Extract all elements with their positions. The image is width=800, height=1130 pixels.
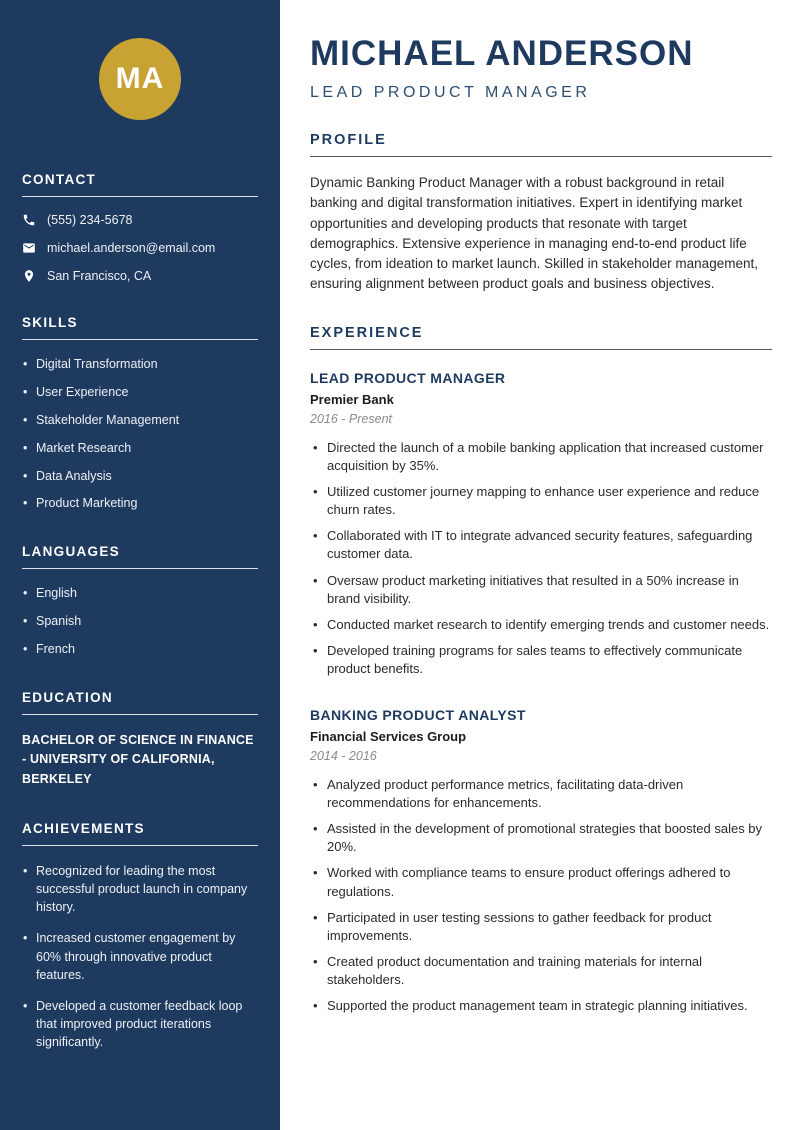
job-dates: 2014 - 2016 (310, 748, 377, 763)
job-bullet: • Developed training programs for sales teams to effectively communicate product benefits. (310, 642, 772, 678)
achievements-section (22, 821, 258, 1051)
skill-item: • Stakeholder Management (22, 412, 258, 429)
job-bullet-list (310, 439, 772, 679)
profile-text: Dynamic Banking Product Manager with a robust background in retail banking and digital transformation initiatives. Expert in identifying market opportunities and developing products that resonate with target demographics. Extensive experience in managing end-to-end product life cycles, from ideation to market launch. Skilled in stakeholder management, ensuring alignment between product goals and business objectives. (310, 175, 758, 292)
experience-title: EXPERIENCE (310, 325, 772, 350)
job-bullet: • Worked with compliance teams to ensure product offerings adhered to regulations. (310, 864, 772, 900)
avatar-initials: MA (115, 62, 165, 95)
job-bullet: • Oversaw product marketing initiatives that resulted in a 50% increase in brand visibility. (310, 572, 772, 608)
job-entry (310, 707, 772, 1016)
candidate-name: MICHAEL ANDERSON (310, 34, 694, 73)
job-bullet: • Assisted in the development of promotional strategies that boosted sales by 20%. (310, 820, 772, 856)
skills-title: SKILLS (22, 315, 258, 340)
contact-email-text: michael.anderson@email.com (47, 241, 216, 255)
achievement-item: • Developed a customer feedback loop that improved product iterations significantly. (22, 997, 258, 1051)
language-item: • French (22, 641, 258, 658)
contact-location-text: San Francisco, CA (47, 269, 152, 283)
job-entry (310, 370, 772, 679)
contact-phone (22, 213, 258, 227)
skills-list (22, 356, 258, 512)
job-bullet: • Analyzed product performance metrics, facilitating data-driven recommendations for enhancements. (310, 776, 772, 812)
location-icon (22, 269, 36, 283)
skills-section (22, 315, 258, 512)
phone-icon (22, 213, 36, 227)
job-bullet-list (310, 776, 772, 1016)
education-title: EDUCATION (22, 690, 258, 715)
job-role: BANKING PRODUCT ANALYST (310, 706, 526, 723)
achievements-list (22, 862, 258, 1051)
main-content (280, 0, 800, 1130)
skill-item: • Product Marketing (22, 495, 258, 512)
language-item: • Spanish (22, 613, 258, 630)
languages-section (22, 544, 258, 658)
contact-phone-text: (555) 234-5678 (47, 213, 133, 227)
language-item: • English (22, 585, 258, 602)
education-section (22, 690, 258, 789)
languages-title: LANGUAGES (22, 544, 258, 569)
contact-email (22, 241, 258, 255)
job-bullet: • Supported the product management team in strategic planning initiatives. (310, 997, 772, 1015)
job-bullet: • Created product documentation and training materials for internal stakeholders. (310, 953, 772, 989)
skill-item: • User Experience (22, 384, 258, 401)
email-icon (22, 241, 36, 255)
job-bullet: • Conducted market research to identify emerging trends and customer needs. (310, 616, 772, 634)
candidate-job-title: LEAD PRODUCT MANAGER (310, 84, 591, 101)
job-company: Premier Bank (310, 391, 394, 407)
job-bullet: • Utilized customer journey mapping to enhance user experience and reduce churn rates. (310, 483, 772, 519)
job-bullet: • Directed the launch of a mobile banking application that increased customer acquisition by 35%. (310, 439, 772, 475)
languages-list (22, 585, 258, 658)
contact-title: CONTACT (22, 172, 258, 197)
skill-item: • Digital Transformation (22, 356, 258, 373)
education-degree: BACHELOR OF SCIENCE IN FINANCE - UNIVERSITY OF CALIFORNIA, BERKELEY (22, 732, 254, 786)
profile-title: PROFILE (310, 132, 772, 157)
achievements-title: ACHIEVEMENTS (22, 821, 258, 846)
achievement-item: • Recognized for leading the most successful product launch in company history. (22, 862, 258, 916)
profile-section (310, 132, 772, 295)
achievement-item: • Increased customer engagement by 60% through innovative product features. (22, 929, 258, 983)
job-bullet: • Participated in user testing sessions to gather feedback for product improvements. (310, 909, 772, 945)
sidebar (0, 0, 280, 1130)
skill-item: • Market Research (22, 440, 258, 457)
job-bullet: • Collaborated with IT to integrate advanced security features, safeguarding customer data. (310, 527, 772, 563)
contact-section (22, 172, 258, 283)
contact-location (22, 269, 258, 283)
avatar (99, 38, 181, 120)
job-role: LEAD PRODUCT MANAGER (310, 369, 506, 386)
skill-item: • Data Analysis (22, 468, 258, 485)
experience-section (310, 325, 772, 1016)
job-company: Financial Services Group (310, 728, 467, 744)
job-dates: 2016 - Present (310, 411, 392, 426)
